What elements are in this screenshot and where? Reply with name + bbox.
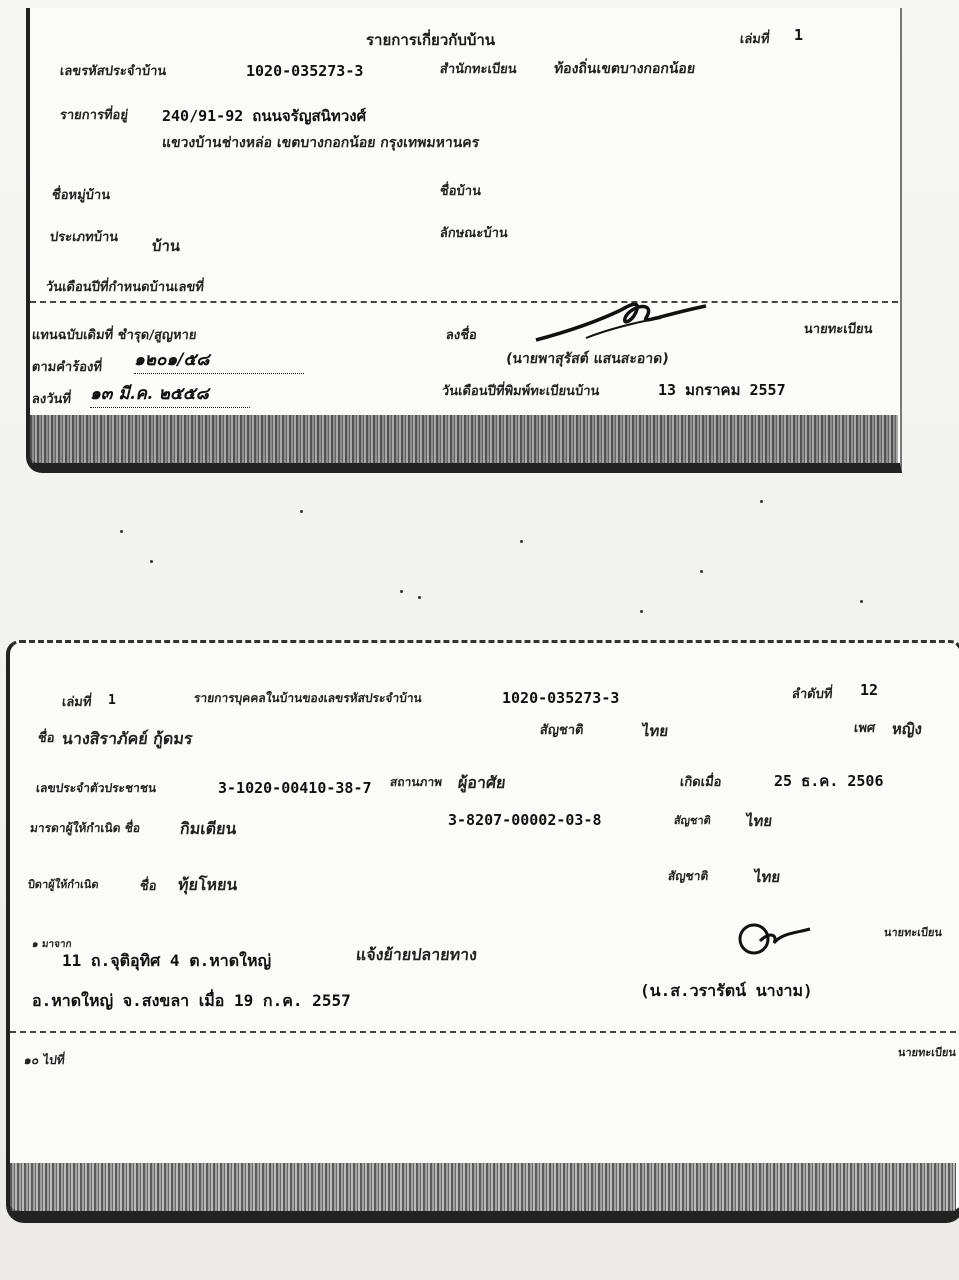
from-label: ๑ มาจาก (31, 939, 73, 950)
house-code-label: เลขรหัสประจำบ้าน (59, 64, 168, 79)
father-label: บิดาผู้ให้กำเนิด (27, 878, 100, 891)
registrar-label: นายทะเบียน (883, 926, 943, 939)
photocopy-noise-band (30, 415, 898, 463)
address-line-1: 240/91-92 ถนนจรัญสนิทวงศ์ (162, 107, 367, 125)
status-value: ผู้อาศัย (457, 773, 507, 792)
seq-number: 12 (860, 681, 879, 699)
speck (150, 560, 153, 563)
address-label: รายการที่อยู่ (59, 108, 129, 123)
card-title: รายการเกี่ยวกับบ้าน (366, 31, 496, 49)
nationality-label: สัญชาติ (539, 723, 585, 738)
book-number: 1 (108, 693, 116, 708)
dated-value: ๑๓ มี.ค. ๒๕๕๘ (90, 380, 250, 408)
book-label: เล่มที่ (61, 695, 93, 710)
house-name-label: ชื่อบ้าน (439, 184, 482, 199)
house-feature-label: ลักษณะบ้าน (439, 226, 509, 241)
office-label: สำนักทะเบียน (439, 62, 518, 77)
dated-label: ลงวันที่ (31, 392, 72, 407)
village-label: ชื่อหมู่บ้าน (51, 188, 111, 203)
father-name-label: ชื่อ (139, 879, 158, 894)
house-code: 1020-035273-3 (502, 689, 620, 707)
mother-id: 3-8207-00002-03-8 (448, 811, 602, 829)
divider (10, 1031, 956, 1033)
sex-label: เพศ (853, 721, 876, 736)
person-details-card (6, 640, 959, 1223)
replace-label: แทนฉบับเดิมที่ ชำรุด/สูญหาย (31, 328, 198, 343)
father-nationality-value: ไทย (753, 868, 782, 886)
speck (300, 510, 303, 513)
seq-label: ลำดับที่ (791, 687, 834, 702)
printed-date: 13 มกราคม 2557 (658, 381, 786, 399)
request-label: ตามคำร้องที่ (31, 360, 103, 375)
printed-date-label: วันเดือนปีที่พิมพ์ทะเบียนบ้าน (441, 384, 601, 399)
book-number: 1 (794, 26, 804, 44)
speck (400, 590, 403, 593)
father-name: ทุ้ยโหยน (177, 875, 239, 894)
sign-label: ลงชื่อ (445, 328, 478, 343)
registrar-signature (526, 292, 716, 352)
name-label: ชื่อ (37, 731, 56, 746)
to-label: ๑๐ ไปที่ (23, 1053, 66, 1067)
speck (860, 600, 863, 603)
sex-value: หญิง (891, 720, 923, 738)
office-value: ท้องถิ่นเขตบางกอกน้อย (553, 61, 696, 77)
nationality-value: ไทย (641, 722, 670, 740)
house-type-label: ประเภทบ้าน (49, 230, 119, 245)
name-value: นางสิราภัคย์ กู้ดมร (61, 729, 194, 748)
address-line-2: แขวงบ้านช่างหล่อ เขตบางกอกน้อย กรุงเทพมหานคร (161, 135, 481, 151)
moved-action: แจ้งย้ายปลายทาง (355, 945, 479, 964)
mother-nationality-label: สัญชาติ (673, 814, 712, 827)
speck (520, 540, 523, 543)
birth-value: 25 ธ.ค. 2506 (774, 772, 884, 790)
card-title: รายการบุคคลในบ้านของเลขรหัสประจำบ้าน (193, 691, 423, 705)
moved-from-line-2: อ.หาดใหญ่ จ.สงขลา เมื่อ 19 ก.ค. 2557 (32, 991, 351, 1010)
registrar-name: (นายพาสุรัสต์ แสนสะอาด) (505, 351, 670, 367)
request-number: ๑๒๐๑/๕๘ (134, 346, 304, 374)
speck (760, 500, 763, 503)
mother-label: มารดาผู้ให้กำเนิด ชื่อ (29, 821, 141, 835)
speck (418, 596, 421, 599)
father-nationality-label: สัญชาติ (667, 869, 710, 883)
book-label: เล่มที่ (739, 32, 771, 47)
photocopy-noise-band (10, 1163, 956, 1211)
registrar-signature (730, 913, 820, 963)
moved-from-line-1: 11 ถ.จุติอุทิศ 4 ต.หาดใหญ่ (62, 951, 272, 970)
registrar-name: (น.ส.วรารัตน์ นางาม) (640, 981, 813, 1000)
speck (120, 530, 123, 533)
status-label: สถานภาพ (389, 775, 443, 789)
registrar-label-2: นายทะเบียน (897, 1046, 957, 1059)
mother-name: กิมเตียน (179, 819, 238, 838)
speck (640, 610, 643, 613)
id-value: 3-1020-00410-38-7 (218, 779, 372, 797)
divider (30, 301, 898, 303)
house-type-value: บ้าน (151, 237, 182, 255)
mother-nationality-value: ไทย (745, 812, 774, 830)
registrar-label: นายทะเบียน (803, 322, 874, 337)
assigned-date-label: วันเดือนปีที่กำหนดบ้านเลขที่ (45, 280, 205, 295)
house-code: 1020-035273-3 (246, 62, 364, 80)
speck (700, 570, 703, 573)
house-details-card (26, 8, 902, 473)
birth-label: เกิดเมื่อ (679, 775, 723, 790)
id-label: เลขประจำตัวประชาชน (35, 781, 158, 795)
